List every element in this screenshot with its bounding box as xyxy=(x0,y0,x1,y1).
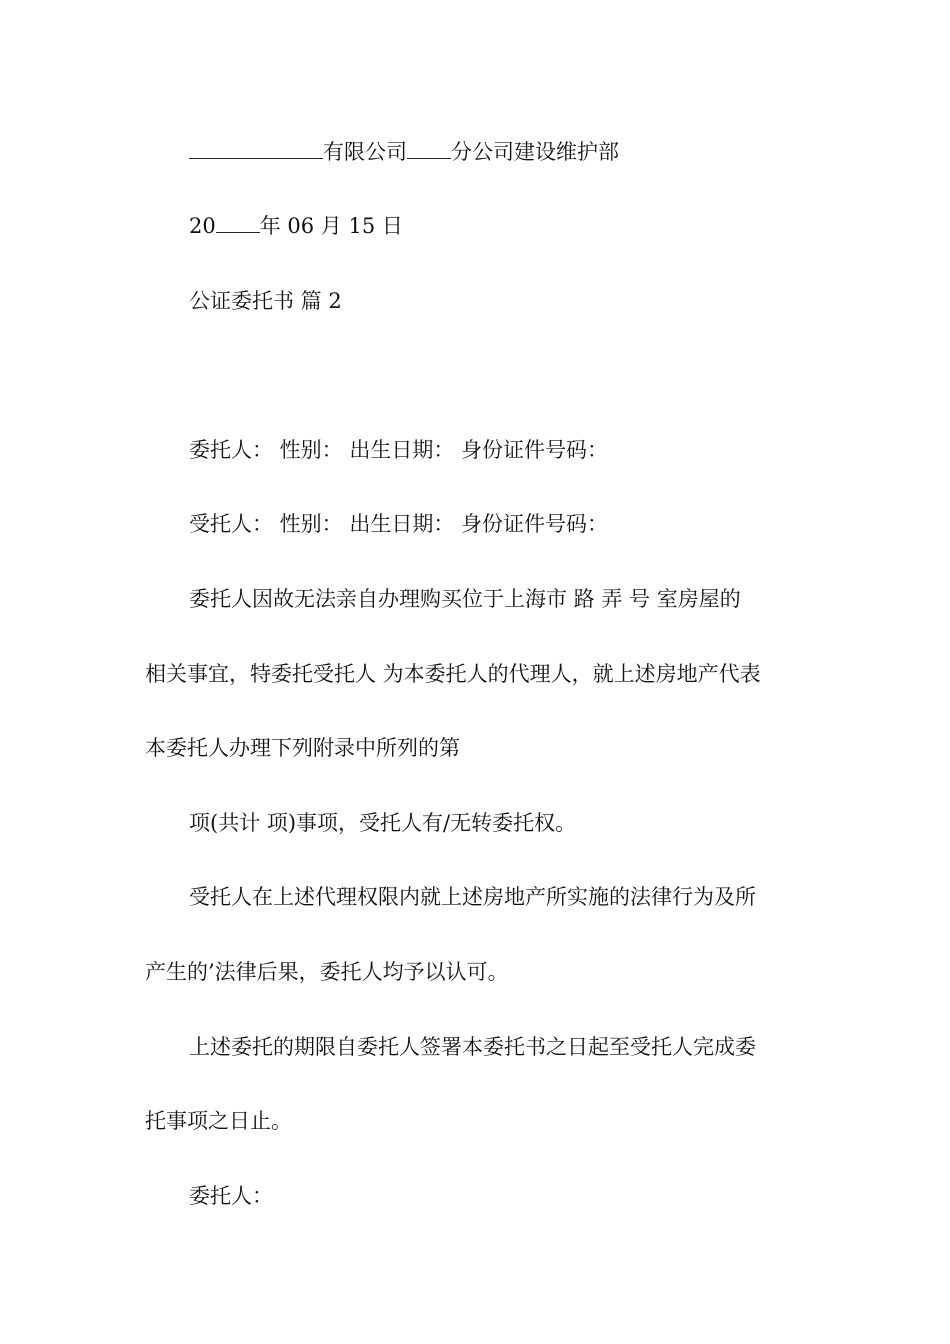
blank-branch-name xyxy=(407,140,451,159)
principal-info-line: 委托人： 性别： 出生日期： 身份证件号码： xyxy=(189,438,609,462)
company-suffix: 有限公司 xyxy=(323,140,407,164)
date-year-prefix: 20 xyxy=(189,214,216,238)
section-title: 公证委托书 篇 2 xyxy=(189,289,342,313)
para4-line1: 上述委托的期限自委托人签署本委托书之日起至受托人完成委 xyxy=(189,1035,756,1059)
header-company-line xyxy=(189,138,619,166)
blank-company-name xyxy=(189,140,323,159)
para2-line1: 项(共计 项)事项，受托人有/无转委托权。 xyxy=(189,811,577,835)
para1-line3: 本委托人办理下列附录中所列的第 xyxy=(145,736,460,760)
branch-suffix: 分公司建设维护部 xyxy=(451,140,619,164)
para3-line1: 受托人在上述代理权限内就上述房地产所实施的法律行为及所 xyxy=(189,885,756,909)
para1-line2: 相关事宜，特委托受托人 为本委托人的代理人，就上述房地产代表 xyxy=(145,662,761,686)
agent-info-line: 受托人： 性别： 出生日期： 身份证件号码： xyxy=(189,512,609,536)
para1-line1: 委托人因故无法亲自办理购买位于上海市 路 弄 号 室房屋的 xyxy=(189,587,741,611)
signature-label: 委托人： xyxy=(189,1184,273,1208)
para4-line2: 托事项之日止。 xyxy=(145,1109,292,1133)
date-line xyxy=(189,212,403,240)
blank-year xyxy=(216,214,260,233)
para3-line2: 产生的’法律后果，委托人均予以认可。 xyxy=(145,960,509,984)
date-rest: 年 06 月 15 日 xyxy=(259,214,403,238)
